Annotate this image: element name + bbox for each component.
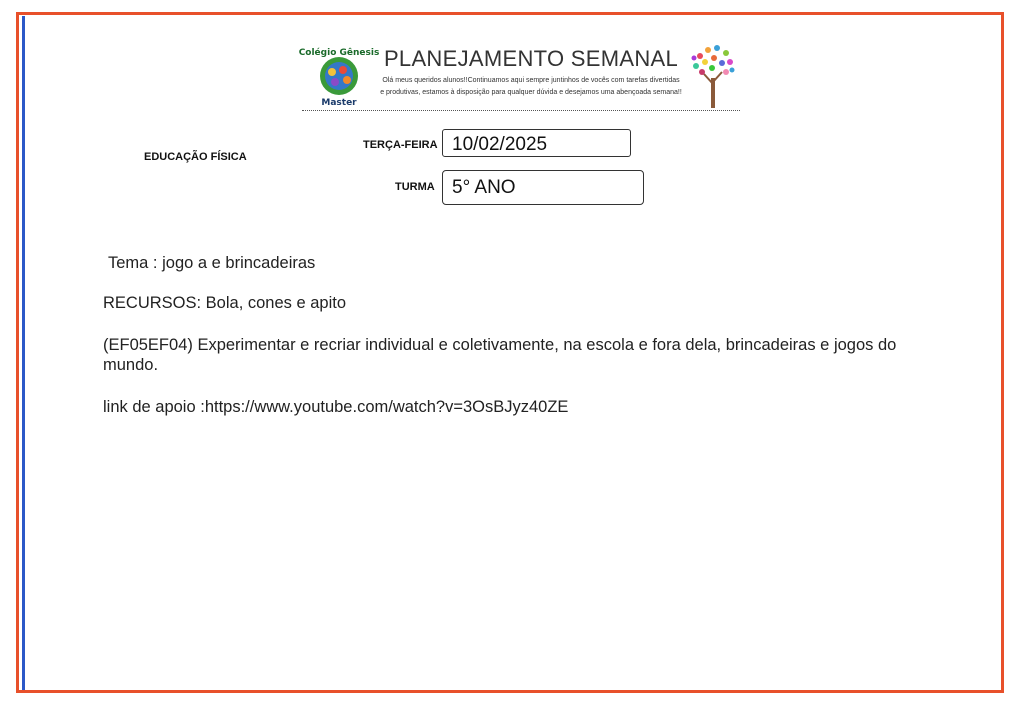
colorful-tree-icon [688,42,738,110]
school-logo-icon [298,42,380,110]
skill-text: (EF05EF04) Experimentar e recriar individual e coletivamente, na escola e fora dela, brincadeiras e jogos do mundo. [103,336,897,374]
subject-label: EDUCAÇÃO FÍSICA [144,151,247,163]
header-divider [302,110,740,111]
svg-text:Master: Master [321,98,357,108]
page-subtitle: Olá meus queridos alunos!!Continuamos aqui sempre juntinhos de vocês com tarefas divertidas e produtivas, estamos à disposição para qualquer dúvida e desejamos uma abençoada semana!! [380,77,682,96]
page-title: PLANEJAMENTO SEMANAL [383,46,679,71]
date-field[interactable]: 10/02/2025 [442,129,631,157]
resources-text: RECURSOS: Bola, cones e apito [103,294,347,312]
class-label: TURMA [395,181,435,193]
day-label: TERÇA-FEIRA [363,139,438,151]
svg-text:Colégio Gênesis: Colégio Gênesis [298,48,380,58]
theme-text: Tema : jogo a e brincadeiras [108,254,316,272]
support-link[interactable]: link de apoio :https://www.youtube.com/watch?v=3OsBJyz40ZE [103,398,569,416]
class-field[interactable]: 5° ANO [442,170,644,205]
page-border-accent [22,16,25,690]
